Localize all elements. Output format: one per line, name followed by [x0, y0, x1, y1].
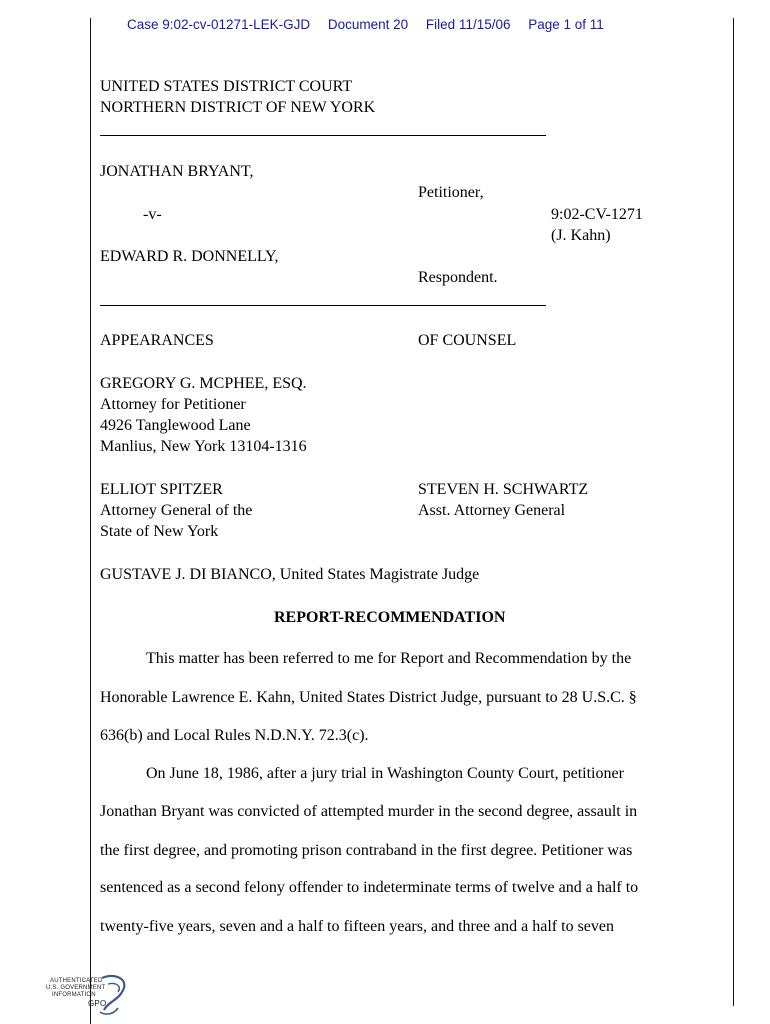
caption-rule-bottom: [100, 305, 546, 306]
body-line: twenty-five years, seven and a half to fifteen years, and three and a half to seven: [100, 918, 614, 935]
document-number: Document 20: [327, 17, 409, 32]
body-line: On June 18, 1986, after a jury trial in Washington County Court, petitioner: [146, 765, 624, 782]
caption-rule-top: [100, 135, 546, 136]
court-district: NORTHERN DISTRICT OF NEW YORK: [100, 99, 376, 116]
assigned-judge: (J. Kahn): [551, 227, 611, 244]
counsel-line: Manlius, New York 13104-1316: [100, 438, 307, 455]
counsel-line: Attorney for Petitioner: [100, 396, 246, 413]
seal-text: GPO: [88, 999, 107, 1008]
report-title: REPORT-RECOMMENDATION: [274, 609, 506, 626]
petitioner-name: JONATHAN BRYANT,: [100, 163, 254, 180]
seal-text: AUTHENTICATED: [50, 978, 103, 984]
appearances-heading: APPEARANCES: [100, 332, 214, 349]
respondent-name: EDWARD R. DONNELLY,: [100, 248, 279, 265]
body-line: Jonathan Bryant was convicted of attempted murder in the second degree, assault in: [100, 803, 638, 820]
counsel-line: 4926 Tanglewood Lane: [100, 417, 251, 434]
magistrate-judge: GUSTAVE J. DI BIANCO, United States Magistrate Judge: [100, 566, 480, 583]
of-counsel-line: Asst. Attorney General: [418, 502, 566, 519]
counsel-line: ELLIOT SPITZER: [100, 481, 223, 498]
court-name: UNITED STATES DISTRICT COURT: [100, 78, 353, 95]
counsel-line: State of New York: [100, 523, 219, 540]
right-margin-rule: [733, 18, 734, 1006]
filing-header: [127, 17, 618, 32]
versus: -v-: [143, 206, 162, 223]
body-line: This matter has been referred to me for Report and Recommendation by the: [146, 650, 632, 667]
civil-case-number: 9:02-CV-1271: [551, 206, 643, 223]
petitioner-role: Petitioner,: [418, 184, 484, 201]
of-counsel-heading: OF COUNSEL: [418, 332, 517, 349]
respondent-role: Respondent.: [418, 269, 498, 286]
gpo-authentication-seal: [44, 970, 134, 1020]
left-margin-rule: [90, 18, 91, 1024]
seal-text: INFORMATION: [52, 992, 96, 998]
counsel-line: GREGORY G. MCPHEE, ESQ.: [100, 375, 307, 392]
page-indicator: Page 1 of 11: [528, 17, 604, 32]
counsel-line: Attorney General of the: [100, 502, 253, 519]
case-number-header: Case 9:02-cv-01271-LEK-GJD: [127, 17, 311, 32]
body-line: sentenced as a second felony offender to indeterminate terms of twelve and a half to: [100, 879, 639, 896]
seal-text: U.S. GOVERNMENT: [46, 985, 106, 991]
of-counsel-line: STEVEN H. SCHWARTZ: [418, 481, 589, 498]
body-line: the first degree, and promoting prison contraband in the first degree. Petitioner was: [100, 842, 633, 859]
body-line: Honorable Lawrence E. Kahn, United States District Judge, pursuant to 28 U.S.C. §: [100, 689, 637, 706]
body-line: 636(b) and Local Rules N.D.N.Y. 72.3(c).: [100, 727, 369, 744]
filed-date: Filed 11/15/06: [425, 17, 511, 32]
